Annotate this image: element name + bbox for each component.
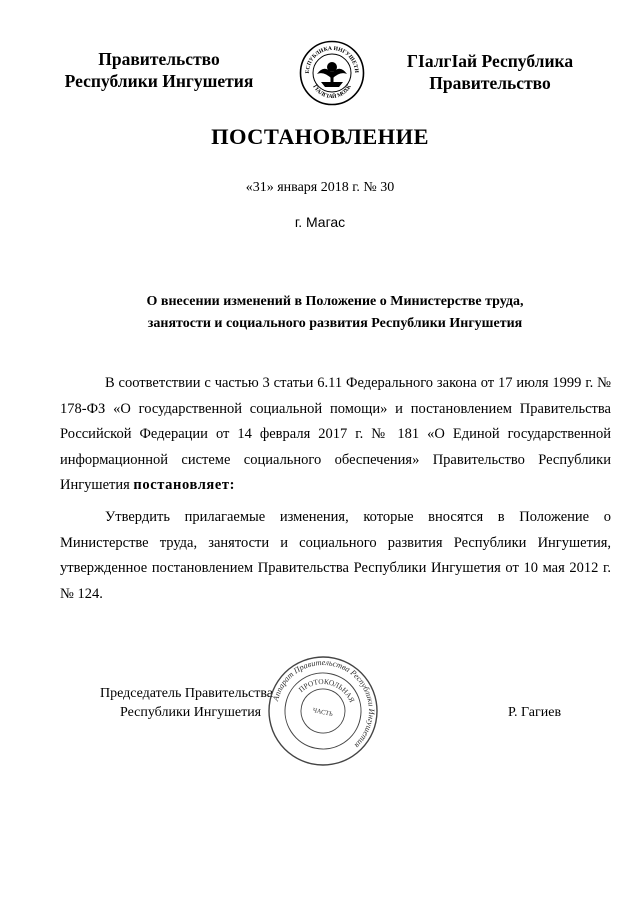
header-left-line2: Республики Ингушетия	[64, 71, 254, 91]
signature-name: Р. Гагиев	[508, 705, 562, 720]
header-right-line2: Правительство	[429, 73, 551, 93]
signature-position-line1: Председатель Правительства	[100, 686, 273, 701]
stamp-outer-text: Аппарат Правительства Республики Ингушетия	[271, 657, 377, 750]
paragraph-1-text: В соответствии с частью 3 статьи 6.11 Федерального закона от 17 июля 1999 г. № 178-ФЗ «О государственной социальной помощи» и постановлением Правительства Российской Федерации от 14 февраля 2017 г. № 181 «О Единой государственной информационной системе социального обеспечения» Правительство Республики Ингушетия	[60, 375, 611, 494]
header-right-block	[390, 50, 590, 94]
document-date-number: «31» января 2018 г. № 30	[245, 180, 395, 195]
signature-position-line2: Республики Ингушетия	[120, 705, 262, 720]
header-right-line1: ГIалгIай Республика	[406, 51, 574, 71]
document-subject	[90, 291, 580, 335]
document-city: г. Магас	[294, 214, 346, 230]
paragraph-2: Утвердить прилагаемые изменения, которые вносятся в Положение о Министерстве труда, занятости и социального развития Республики Ингушетия, утвержденное постановлением Правительства Республики Ингушетия от 10 мая 2012 г. № 124.	[60, 509, 611, 602]
coat-of-arms-emblem	[299, 40, 365, 106]
header-left-block	[48, 48, 270, 92]
svg-text:Аппарат Правительства Республи	[266, 654, 380, 752]
paragraph-1	[60, 371, 611, 499]
stamp-icon	[266, 654, 380, 768]
stamp-center-text: ЧАСТЬ	[312, 706, 334, 719]
header-left-line1: Правительство	[98, 49, 220, 69]
subject-line1: О внесении изменений в Положение о Министерстве труда,	[146, 294, 524, 309]
stamp-middle-text: ПРОТОКОЛЬНАЯ	[296, 676, 357, 704]
emblem-text-top: ЕСПУБЛИКА ИНГУШЕТИ	[304, 45, 360, 74]
subject-line2: занятости и социального развития Республики Ингушетия	[147, 316, 523, 331]
emblem-icon	[299, 40, 365, 106]
document-title: ПОСТАНОВЛЕНИЕ	[211, 124, 429, 149]
emblem-text-bottom: ГIАЛГIАЙ МОХК	[311, 84, 353, 101]
official-stamp	[266, 654, 380, 768]
paragraph-1-emphasis: постановляет:	[133, 477, 236, 494]
